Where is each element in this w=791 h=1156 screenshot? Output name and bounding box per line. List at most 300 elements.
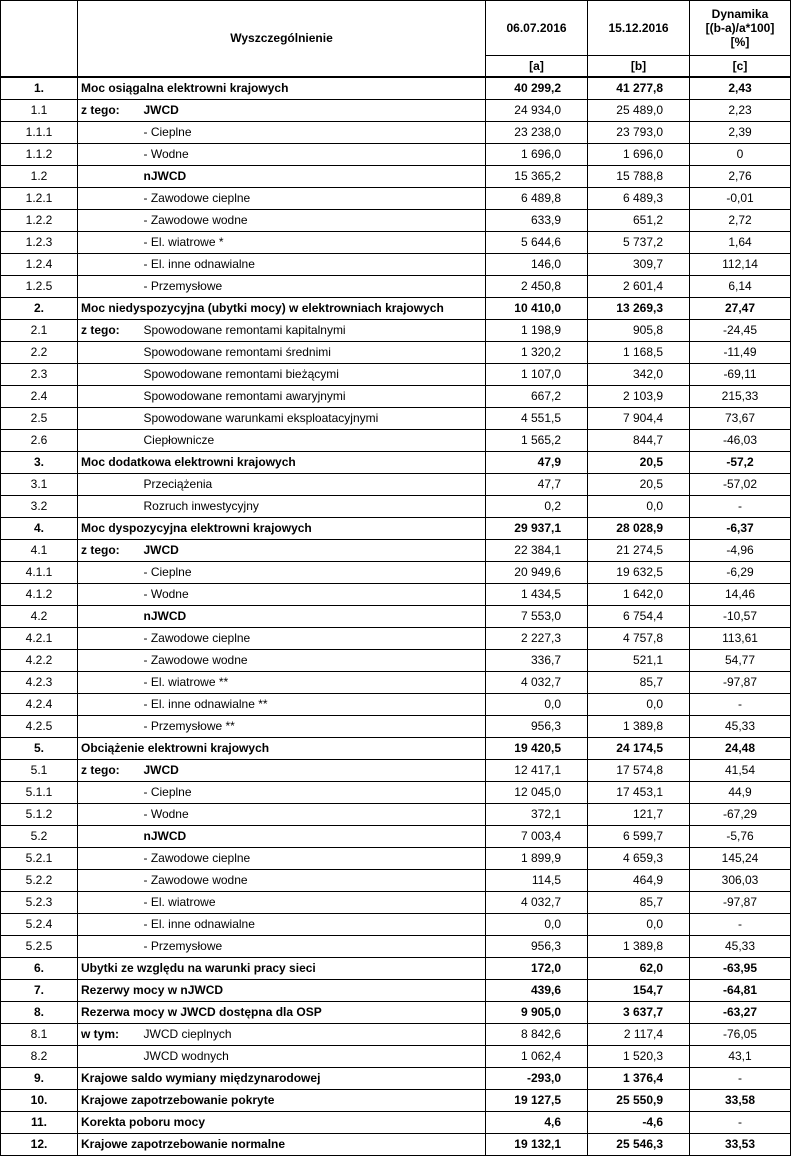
row-label: - Zawodowe wodne (140, 869, 486, 891)
table-row (1, 649, 791, 671)
row-prefix (78, 869, 140, 891)
row-number: 8.1 (1, 1023, 78, 1045)
value-dynamics: 73,67 (690, 407, 791, 429)
row-prefix (78, 781, 140, 803)
value-a: 10 410,0 (486, 297, 588, 319)
value-dynamics: -64,81 (690, 979, 791, 1001)
row-number: 11. (1, 1111, 78, 1133)
value-b: 17 574,8 (588, 759, 690, 781)
row-label: Rezerwa mocy w JWCD dostępna dla OSP (78, 1001, 486, 1023)
value-b: 17 453,1 (588, 781, 690, 803)
row-number: 1.2.1 (1, 187, 78, 209)
table-row (1, 979, 791, 1001)
row-number: 5.2 (1, 825, 78, 847)
table-row (1, 693, 791, 715)
value-b: 121,7 (588, 803, 690, 825)
row-prefix (78, 385, 140, 407)
table-row (1, 319, 791, 341)
value-b: 5 737,2 (588, 231, 690, 253)
value-dynamics: 2,23 (690, 99, 791, 121)
row-number: 1.1 (1, 99, 78, 121)
row-number: 4.2.5 (1, 715, 78, 737)
value-dynamics: 112,14 (690, 253, 791, 275)
row-label: - Cieplne (140, 121, 486, 143)
table-row (1, 297, 791, 319)
row-number: 4. (1, 517, 78, 539)
row-prefix (78, 649, 140, 671)
value-dynamics: - (690, 693, 791, 715)
value-a: 4 032,7 (486, 891, 588, 913)
row-prefix (78, 275, 140, 297)
value-b: 6 489,3 (588, 187, 690, 209)
value-a: -293,0 (486, 1067, 588, 1089)
table-row (1, 77, 791, 100)
table-row (1, 561, 791, 583)
value-dynamics: -63,95 (690, 957, 791, 979)
row-label: JWCD (140, 99, 486, 121)
value-a: 1 062,4 (486, 1045, 588, 1067)
value-a: 7 553,0 (486, 605, 588, 627)
value-dynamics: -10,57 (690, 605, 791, 627)
table-row (1, 715, 791, 737)
row-prefix: z tego: (78, 319, 140, 341)
table-row (1, 869, 791, 891)
header-dynamics-title: Dynamika (711, 7, 769, 21)
value-dynamics: -57,02 (690, 473, 791, 495)
table-row (1, 803, 791, 825)
row-label: nJWCD (140, 825, 486, 847)
value-dynamics: - (690, 1111, 791, 1133)
row-prefix (78, 803, 140, 825)
row-number: 4.2.3 (1, 671, 78, 693)
value-a: 439,6 (486, 979, 588, 1001)
row-prefix (78, 935, 140, 957)
row-number: 5.1.2 (1, 803, 78, 825)
table-row (1, 187, 791, 209)
table-row (1, 1023, 791, 1045)
row-prefix (78, 231, 140, 253)
row-number: 7. (1, 979, 78, 1001)
value-a: 19 127,5 (486, 1089, 588, 1111)
row-label: Rezerwy mocy w nJWCD (78, 979, 486, 1001)
row-number: 2.3 (1, 363, 78, 385)
table-row (1, 165, 791, 187)
value-b: 15 788,8 (588, 165, 690, 187)
row-label: - Zawodowe cieplne (140, 627, 486, 649)
value-dynamics: -11,49 (690, 341, 791, 363)
value-a: 4,6 (486, 1111, 588, 1133)
value-dynamics: 54,77 (690, 649, 791, 671)
table-row (1, 517, 791, 539)
value-a: 336,7 (486, 649, 588, 671)
row-number: 4.2 (1, 605, 78, 627)
value-a: 146,0 (486, 253, 588, 275)
row-number: 1.2.4 (1, 253, 78, 275)
value-b: 13 269,3 (588, 297, 690, 319)
header-code-a-text: [a] (529, 58, 544, 73)
value-a: 1 107,0 (486, 363, 588, 385)
value-b: 62,0 (588, 957, 690, 979)
value-b: 154,7 (588, 979, 690, 1001)
row-prefix (78, 715, 140, 737)
value-dynamics: -0,01 (690, 187, 791, 209)
value-a: 12 045,0 (486, 781, 588, 803)
row-number: 5.1.1 (1, 781, 78, 803)
value-a: 0,2 (486, 495, 588, 517)
row-number: 3.2 (1, 495, 78, 517)
header-code-c (690, 56, 791, 77)
row-label: Ciepłownicze (140, 429, 486, 451)
table-row (1, 253, 791, 275)
table-row (1, 275, 791, 297)
value-dynamics: -6,29 (690, 561, 791, 583)
row-prefix (78, 847, 140, 869)
row-label: - Zawodowe cieplne (140, 847, 486, 869)
value-b: 2 601,4 (588, 275, 690, 297)
value-dynamics: -97,87 (690, 671, 791, 693)
value-dynamics: - (690, 495, 791, 517)
row-number: 1.2 (1, 165, 78, 187)
row-label: nJWCD (140, 165, 486, 187)
row-prefix (78, 209, 140, 231)
row-number: 3. (1, 451, 78, 473)
value-b: 21 274,5 (588, 539, 690, 561)
row-prefix (78, 187, 140, 209)
value-b: 1 389,8 (588, 715, 690, 737)
value-a: 19 132,1 (486, 1133, 588, 1155)
row-prefix (78, 341, 140, 363)
header-code-c-text: [c] (732, 58, 748, 73)
value-a: 29 937,1 (486, 517, 588, 539)
value-b: 19 632,5 (588, 561, 690, 583)
value-dynamics: -4,96 (690, 539, 791, 561)
row-label: - El. wiatrowe * (140, 231, 486, 253)
row-prefix (78, 121, 140, 143)
table-row (1, 363, 791, 385)
row-label: - Wodne (140, 803, 486, 825)
row-label: - El. wiatrowe (140, 891, 486, 913)
value-dynamics: 45,33 (690, 935, 791, 957)
table-row (1, 627, 791, 649)
value-dynamics: 33,58 (690, 1089, 791, 1111)
value-dynamics: - (690, 1067, 791, 1089)
row-number: 2.5 (1, 407, 78, 429)
value-a: 667,2 (486, 385, 588, 407)
row-number: 5.2.3 (1, 891, 78, 913)
row-label: - Wodne (140, 143, 486, 165)
row-label: Korekta poboru mocy (78, 1111, 486, 1133)
header-number-cell (1, 1, 78, 77)
row-number: 4.2.4 (1, 693, 78, 715)
row-prefix (78, 407, 140, 429)
value-dynamics: 306,03 (690, 869, 791, 891)
value-dynamics: 6,14 (690, 275, 791, 297)
row-prefix: w tym: (78, 1023, 140, 1045)
value-a: 7 003,4 (486, 825, 588, 847)
value-b: 309,7 (588, 253, 690, 275)
row-prefix: z tego: (78, 759, 140, 781)
table-row (1, 1045, 791, 1067)
table-row (1, 341, 791, 363)
row-label: - El. inne odnawialne ** (140, 693, 486, 715)
value-a: 6 489,8 (486, 187, 588, 209)
table-row (1, 605, 791, 627)
row-label: Moc dyspozycyjna elektrowni krajowych (78, 517, 486, 539)
value-a: 24 934,0 (486, 99, 588, 121)
table-row (1, 473, 791, 495)
table-row (1, 121, 791, 143)
value-dynamics: -76,05 (690, 1023, 791, 1045)
table-row (1, 495, 791, 517)
row-label: Krajowe zapotrzebowanie normalne (78, 1133, 486, 1155)
value-b: 25 546,3 (588, 1133, 690, 1155)
value-b: 0,0 (588, 913, 690, 935)
row-prefix (78, 1045, 140, 1067)
value-dynamics: 2,39 (690, 121, 791, 143)
row-number: 4.2.2 (1, 649, 78, 671)
table-row (1, 1111, 791, 1133)
row-number: 2.1 (1, 319, 78, 341)
value-dynamics: 145,24 (690, 847, 791, 869)
row-number: 6. (1, 957, 78, 979)
value-dynamics: 41,54 (690, 759, 791, 781)
value-b: 342,0 (588, 363, 690, 385)
table-row (1, 451, 791, 473)
header-label-cell (78, 1, 486, 77)
row-label: - Cieplne (140, 781, 486, 803)
row-label: Spowodowane remontami bieżącymi (140, 363, 486, 385)
value-a: 19 420,5 (486, 737, 588, 759)
value-a: 23 238,0 (486, 121, 588, 143)
row-number: 1.1.1 (1, 121, 78, 143)
row-number: 4.1 (1, 539, 78, 561)
value-dynamics: -97,87 (690, 891, 791, 913)
row-number: 4.1.1 (1, 561, 78, 583)
value-a: 1 198,9 (486, 319, 588, 341)
value-dynamics: 43,1 (690, 1045, 791, 1067)
row-prefix (78, 363, 140, 385)
row-label: Moc niedyspozycyjna (ubytki mocy) w elektrowniach krajowych (78, 297, 486, 319)
value-b: 1 642,0 (588, 583, 690, 605)
row-number: 12. (1, 1133, 78, 1155)
table-row (1, 429, 791, 451)
value-b: 28 028,9 (588, 517, 690, 539)
row-number: 2.4 (1, 385, 78, 407)
row-prefix (78, 143, 140, 165)
row-label: - Zawodowe wodne (140, 209, 486, 231)
row-number: 1.2.3 (1, 231, 78, 253)
value-a: 4 032,7 (486, 671, 588, 693)
table-body (1, 77, 791, 1156)
row-label: Moc osiągalna elektrowni krajowych (78, 77, 486, 100)
row-label: Rozruch inwestycyjny (140, 495, 486, 517)
row-number: 5.2.2 (1, 869, 78, 891)
header-label: Wyszczególnienie (230, 31, 333, 46)
row-label: Spowodowane remontami kapitalnymi (140, 319, 486, 341)
value-dynamics: -67,29 (690, 803, 791, 825)
value-dynamics: 27,47 (690, 297, 791, 319)
row-number: 9. (1, 1067, 78, 1089)
value-dynamics: -69,11 (690, 363, 791, 385)
row-label: Krajowe zapotrzebowanie pokryte (78, 1089, 486, 1111)
value-b: 844,7 (588, 429, 690, 451)
table-row (1, 825, 791, 847)
row-prefix (78, 429, 140, 451)
value-b: 20,5 (588, 451, 690, 473)
row-label: - Przemysłowe ** (140, 715, 486, 737)
row-label: - El. inne odnawialne (140, 253, 486, 275)
value-a: 15 365,2 (486, 165, 588, 187)
value-a: 1 565,2 (486, 429, 588, 451)
value-dynamics: 2,72 (690, 209, 791, 231)
value-a: 1 320,2 (486, 341, 588, 363)
row-label: JWCD wodnych (140, 1045, 486, 1067)
value-a: 4 551,5 (486, 407, 588, 429)
row-number: 3.1 (1, 473, 78, 495)
row-prefix (78, 627, 140, 649)
value-b: 41 277,8 (588, 77, 690, 100)
row-label: Obciążenie elektrowni krajowych (78, 737, 486, 759)
value-dynamics: 1,64 (690, 231, 791, 253)
value-b: -4,6 (588, 1111, 690, 1133)
row-number: 8.2 (1, 1045, 78, 1067)
value-b: 1 696,0 (588, 143, 690, 165)
header-code-a (486, 56, 588, 77)
value-b: 6 754,4 (588, 605, 690, 627)
header-date-b (588, 1, 690, 56)
value-a: 47,7 (486, 473, 588, 495)
value-a: 20 949,6 (486, 561, 588, 583)
row-prefix (78, 605, 140, 627)
value-b: 25 489,0 (588, 99, 690, 121)
value-dynamics: 2,76 (690, 165, 791, 187)
row-number: 5.2.1 (1, 847, 78, 869)
row-prefix (78, 495, 140, 517)
row-label: JWCD (140, 759, 486, 781)
value-dynamics: 0 (690, 143, 791, 165)
value-dynamics: 14,46 (690, 583, 791, 605)
value-dynamics: -57,2 (690, 451, 791, 473)
value-a: 22 384,1 (486, 539, 588, 561)
value-a: 114,5 (486, 869, 588, 891)
row-prefix (78, 253, 140, 275)
value-b: 521,1 (588, 649, 690, 671)
row-prefix: z tego: (78, 99, 140, 121)
row-number: 4.2.1 (1, 627, 78, 649)
value-b: 7 904,4 (588, 407, 690, 429)
value-b: 3 637,7 (588, 1001, 690, 1023)
row-label: Moc dodatkowa elektrowni krajowych (78, 451, 486, 473)
value-dynamics: 45,33 (690, 715, 791, 737)
row-label: - El. wiatrowe ** (140, 671, 486, 693)
value-b: 23 793,0 (588, 121, 690, 143)
row-number: 2.2 (1, 341, 78, 363)
value-a: 0,0 (486, 913, 588, 935)
table-row (1, 143, 791, 165)
row-label: JWCD (140, 539, 486, 561)
header-dynamics-unit: [%] (730, 35, 750, 49)
row-number: 4.1.2 (1, 583, 78, 605)
row-prefix (78, 165, 140, 187)
value-a: 1 434,5 (486, 583, 588, 605)
row-label: JWCD cieplnych (140, 1023, 486, 1045)
header-code-b-text: [b] (630, 58, 647, 73)
value-dynamics: - (690, 913, 791, 935)
row-label: - Przemysłowe (140, 275, 486, 297)
table-row (1, 539, 791, 561)
row-prefix (78, 913, 140, 935)
value-b: 24 174,5 (588, 737, 690, 759)
row-number: 1.1.2 (1, 143, 78, 165)
table-row (1, 847, 791, 869)
value-dynamics: 33,53 (690, 1133, 791, 1155)
value-a: 633,9 (486, 209, 588, 231)
value-b: 4 659,3 (588, 847, 690, 869)
value-b: 6 599,7 (588, 825, 690, 847)
value-dynamics: -46,03 (690, 429, 791, 451)
header-date-a (486, 1, 588, 56)
row-label: - Wodne (140, 583, 486, 605)
header-date-b-text: 15.12.2016 (608, 21, 669, 35)
value-b: 20,5 (588, 473, 690, 495)
value-a: 2 450,8 (486, 275, 588, 297)
value-a: 0,0 (486, 693, 588, 715)
table-row (1, 583, 791, 605)
row-label: - Cieplne (140, 561, 486, 583)
row-number: 2.6 (1, 429, 78, 451)
value-dynamics: -63,27 (690, 1001, 791, 1023)
value-b: 2 103,9 (588, 385, 690, 407)
row-label: Krajowe saldo wymiany międzynarodowej (78, 1067, 486, 1089)
table-row (1, 1133, 791, 1155)
row-label: - Przemysłowe (140, 935, 486, 957)
row-label: - Zawodowe wodne (140, 649, 486, 671)
value-dynamics: -6,37 (690, 517, 791, 539)
row-label: Spowodowane remontami średnimi (140, 341, 486, 363)
table-row (1, 671, 791, 693)
value-a: 956,3 (486, 715, 588, 737)
table-row (1, 385, 791, 407)
table-row (1, 407, 791, 429)
table-row (1, 891, 791, 913)
row-number: 2. (1, 297, 78, 319)
value-dynamics: -5,76 (690, 825, 791, 847)
value-dynamics: 2,43 (690, 77, 791, 100)
value-b: 2 117,4 (588, 1023, 690, 1045)
value-dynamics: 215,33 (690, 385, 791, 407)
table-row (1, 913, 791, 935)
value-a: 2 227,3 (486, 627, 588, 649)
row-label: nJWCD (140, 605, 486, 627)
row-label: Spowodowane remontami awaryjnymi (140, 385, 486, 407)
table-row (1, 935, 791, 957)
row-number: 1. (1, 77, 78, 100)
value-b: 1 389,8 (588, 935, 690, 957)
table-row (1, 99, 791, 121)
value-b: 1 520,3 (588, 1045, 690, 1067)
row-prefix (78, 825, 140, 847)
value-dynamics: 44,9 (690, 781, 791, 803)
row-prefix (78, 693, 140, 715)
row-label: Przeciążenia (140, 473, 486, 495)
value-b: 85,7 (588, 891, 690, 913)
value-dynamics: 113,61 (690, 627, 791, 649)
row-number: 5. (1, 737, 78, 759)
row-label: - El. inne odnawialne (140, 913, 486, 935)
row-prefix (78, 561, 140, 583)
table-row (1, 209, 791, 231)
value-dynamics: -24,45 (690, 319, 791, 341)
